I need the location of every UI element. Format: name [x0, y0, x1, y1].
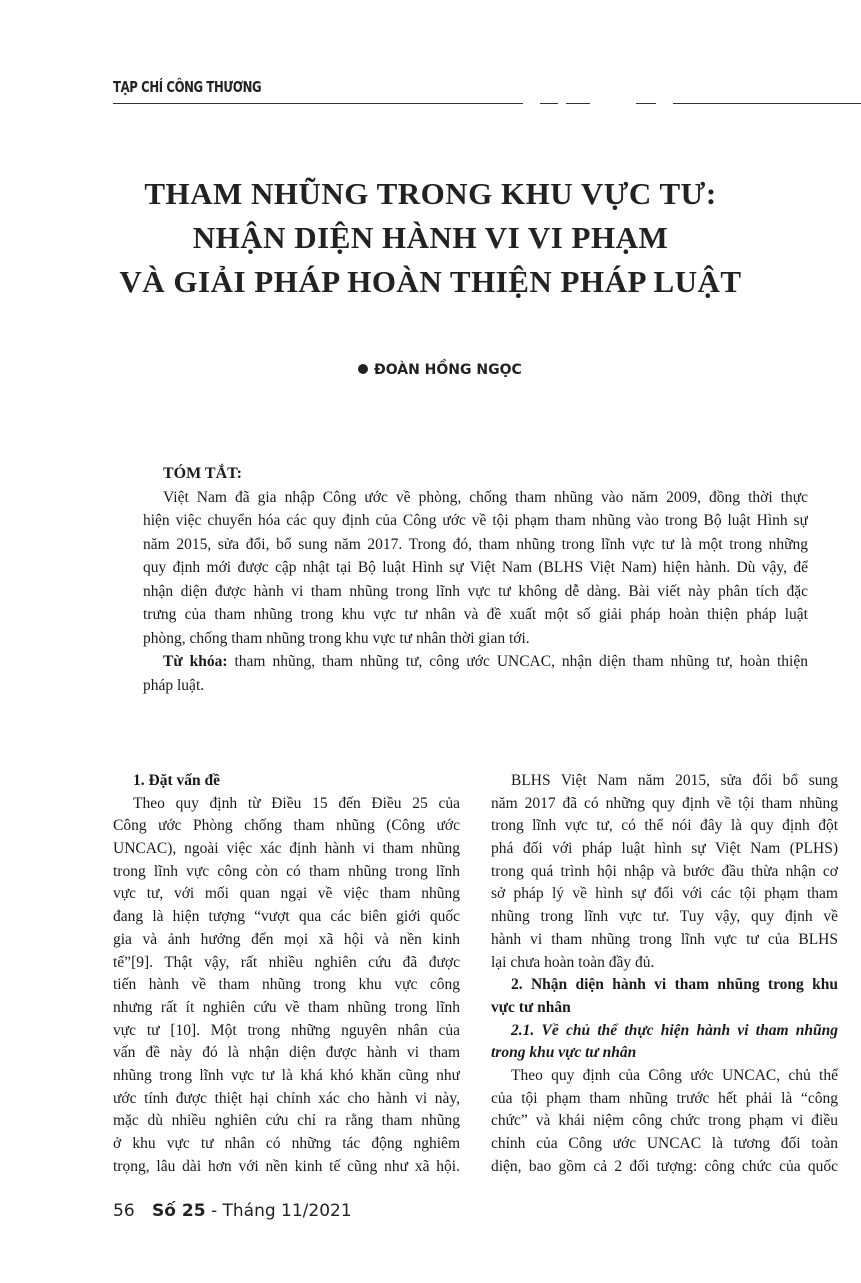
- paragraph-line: chỉnh của Công ước UNCAC là tương đối toàn: [491, 1135, 838, 1152]
- article-title: [0, 172, 861, 304]
- paragraph-line: nhũng trong lĩnh vực tư. Tuy vậy, quy định về: [491, 908, 838, 926]
- header-rule: [636, 103, 656, 104]
- paragraph-line: tiến hành về tham nhũng trong khu vực công: [113, 976, 460, 994]
- journal-name: TẠP CHÍ CÔNG THƯƠNG: [113, 78, 262, 96]
- abstract-line: Việt Nam đã gia nhập Công ước về phòng, chống tham nhũng vào năm 2009, đồng thời thực: [163, 488, 808, 506]
- author-name: ĐOÀN HỒNG NGỌC: [374, 362, 522, 378]
- paragraph-line: vực tư [10]. Một trong những nguyên nhân của: [113, 1021, 460, 1039]
- paragraph-line: trong lĩnh vực công còn có tham nhũng trong lĩnh: [113, 862, 460, 880]
- abstract-line: năm 2015, sửa đổi, bổ sung năm 2017. Trong đó, tham nhũng trong lĩnh vực tư là một trong những: [143, 535, 808, 553]
- paragraph-line: nhưng rất ít nghiên cứu về tham nhũng trong lĩnh: [113, 998, 460, 1016]
- page-footer: [113, 1201, 352, 1221]
- header-rule: [540, 103, 558, 104]
- paragraph-line: Công ước Phòng chống tham nhũng (Công ước: [113, 817, 460, 835]
- paragraph-line: năm 2017 đã có những quy định về tội tham nhũng: [491, 794, 838, 812]
- keywords-line: [143, 650, 808, 674]
- page-number: 56: [113, 1201, 135, 1221]
- paragraph-line: UNCAC), ngoài việc xác định hành vi tham nhũng: [113, 840, 460, 858]
- paragraph-line: trong quá trình hội nhập và bước đầu thừa nhận cơ: [491, 862, 838, 880]
- title-line: VÀ GIẢI PHÁP HOÀN THIỆN PHÁP LUẬT: [119, 264, 742, 299]
- title-line: THAM NHŨNG TRONG KHU VỰC TƯ:: [144, 176, 717, 211]
- paragraph-line: đang là hiện tượng “vượt qua các biên giới quốc: [113, 908, 460, 926]
- paragraph-line: gia và ảnh hưởng đến mọi xã hội và nền kinh: [113, 930, 460, 948]
- header-rule: [566, 103, 590, 104]
- abstract-line: quy định mới được cập nhật tại Bộ luật Hình sự Việt Nam (BLHS Việt Nam) hiện hành. Dù vậy, để: [143, 559, 808, 576]
- paragraph-line: ước tính được thiệt hại chính xác cho hành vi này,: [113, 1089, 460, 1107]
- paragraph-line: sở pháp lý về hình sự đối với các tội phạm tham: [491, 885, 838, 903]
- bullet-icon: [358, 364, 368, 374]
- paragraph-line: vấn đề này đó là nhận diện được hành vi tham: [113, 1044, 460, 1062]
- paragraph-line: trong lĩnh vực tư, có thể nói đây là quy định đột: [491, 817, 838, 835]
- paragraph-line: phá đối với pháp luật hình sự Việt Nam (PLHS): [491, 840, 838, 858]
- subsection-heading: 2.1. Về chủ thể thực hiện hành vi tham nhũng: [511, 1021, 838, 1039]
- paragraph-line: của tội phạm tham nhũng trước hết phải là “công: [491, 1089, 838, 1107]
- paragraph-line: lại chưa hoàn toàn đầy đủ.: [491, 953, 655, 971]
- paragraph-line: trọng, lâu dài hơn với nền kinh tế cũng như xã hội.: [113, 1157, 460, 1175]
- header-rule: [113, 103, 523, 104]
- keywords-label: Từ khóa:: [163, 653, 228, 670]
- abstract-line: trưng của tham nhũng trong khu vực tư nhân và đề xuất một số giải pháp hoàn thiện pháp luật: [143, 606, 808, 623]
- left-column: [113, 770, 460, 1178]
- paragraph-line: ở khu vực tư nhân có những tác động nghiêm: [113, 1135, 460, 1152]
- paragraph-line: tế”[9]. Thật vậy, rất nhiều nghiên cứu đã được: [113, 953, 460, 971]
- paragraph-line: mặc dù nhiều nghiên cứu chỉ ra rằng tham nhũng: [113, 1112, 460, 1130]
- title-line: NHẬN DIỆN HÀNH VI VI PHẠM: [192, 220, 669, 255]
- keywords-line: pháp luật.: [143, 676, 205, 694]
- issue-date: - Tháng 11/2021: [210, 1201, 352, 1221]
- right-column: [491, 770, 838, 1178]
- section-heading: 2. Nhận diện hành vi tham nhũng trong khu: [511, 976, 838, 994]
- paragraph-line: Theo quy định của Công ước UNCAC, chủ thể: [511, 1066, 838, 1084]
- abstract: [143, 462, 808, 697]
- paragraph-line: chức” và khái niệm công chức trong phạm vi điều: [491, 1112, 838, 1130]
- paragraph-line: nhũng trong lĩnh vực tư là khá khó khăn cũng như: [113, 1066, 460, 1084]
- header-rule: [673, 103, 861, 104]
- issue-number: Số 25: [152, 1201, 206, 1221]
- paragraph-line: BLHS Việt Nam năm 2015, sửa đổi bổ sung: [511, 772, 838, 789]
- abstract-line: nhận diện được hành vi tham nhũng trong lĩnh vực tư không dễ dàng. Bài viết này phân tích đặc: [143, 582, 808, 600]
- keywords-text: tham nhũng, tham nhũng tư, công ước UNCAC, nhận diện tham nhũng tư, hoàn thiện: [227, 653, 808, 670]
- abstract-heading: TÓM TẮT:: [163, 465, 242, 482]
- paragraph-line: diện, bao gồm cả 2 đối tượng: công chức của quốc: [491, 1157, 838, 1175]
- paragraph-line: Theo quy định từ Điều 15 đến Điều 25 của: [133, 794, 460, 812]
- section-heading: vực tư nhân: [491, 998, 571, 1016]
- subsection-heading: trong khu vực tư nhân: [491, 1044, 637, 1062]
- abstract-line: hiện việc chuyển hóa các quy định của Công ước về tội phạm tham nhũng vào trong Bộ luật Hình sự: [143, 512, 808, 529]
- abstract-line: phòng, chống tham nhũng trong khu vực tư nhân thời gian tới.: [143, 629, 530, 647]
- section-heading: 1. Đặt vấn đề: [133, 772, 220, 789]
- paragraph-line: hành vi tham nhũng trong lĩnh vực tư của BLHS: [491, 930, 838, 948]
- author: [358, 362, 522, 378]
- paragraph-line: vực tư, với mối quan ngại về việc tham nhũng: [113, 885, 460, 903]
